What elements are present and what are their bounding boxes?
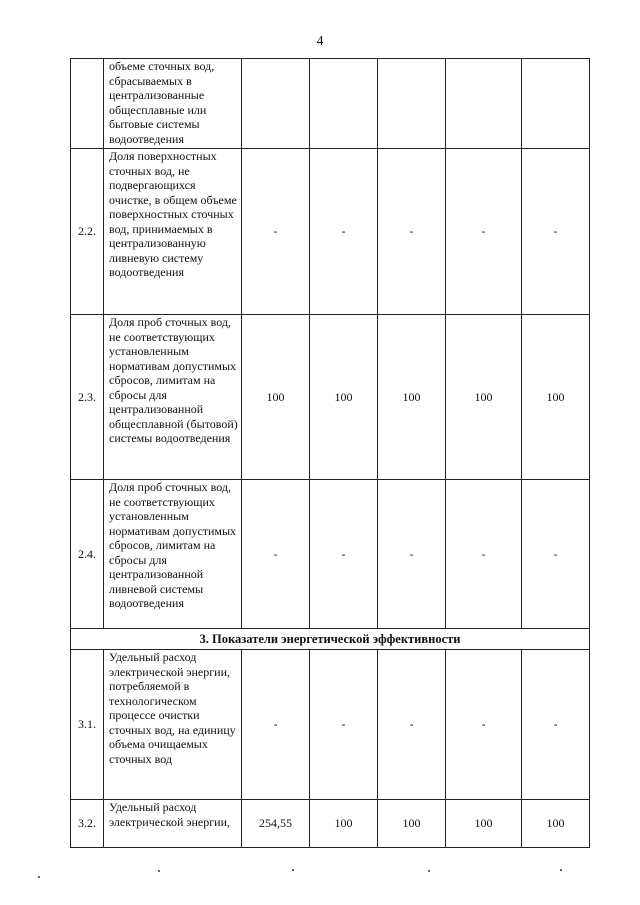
- value-cell: [378, 59, 446, 149]
- value-cell: 100: [446, 315, 522, 480]
- value-cell: -: [522, 650, 590, 800]
- value-cell: 100: [522, 800, 590, 848]
- table-row: [71, 800, 590, 848]
- section-header-row: [71, 629, 590, 650]
- value-cell: -: [446, 149, 522, 315]
- value-cell: -: [242, 650, 310, 800]
- value-cell: -: [522, 149, 590, 315]
- value-cell: [242, 59, 310, 149]
- row-number: 3.2.: [71, 800, 104, 848]
- value-cell: 100: [310, 800, 378, 848]
- row-description: Удельный расход электрической энергии,: [104, 800, 242, 848]
- row-description: объеме сточных вод, сбрасываемых в централизованные общесплавные или бытовые системы водоотведения: [104, 59, 242, 149]
- value-cell: -: [446, 650, 522, 800]
- value-cell: -: [378, 650, 446, 800]
- scan-speck: [38, 876, 40, 878]
- value-cell: 100: [446, 800, 522, 848]
- row-number: [71, 59, 104, 149]
- row-number: 2.3.: [71, 315, 104, 480]
- value-cell: 100: [310, 315, 378, 480]
- table-row: [71, 59, 590, 149]
- value-cell: 254,55: [242, 800, 310, 848]
- value-cell: 100: [242, 315, 310, 480]
- value-cell: -: [242, 480, 310, 629]
- table-row: [71, 149, 590, 315]
- scan-speck: [428, 870, 430, 872]
- row-description: Удельный расход электрической энергии, потребляемой в технологическом процессе очистки сточных вод, на единицу объема очищаемых сточных вод: [104, 650, 242, 800]
- table-row: [71, 480, 590, 629]
- row-description: Доля поверхностных сточных вод, не подвергающихся очистке, в общем объеме поверхностных сточных вод, принимаемых в централизованную ливневую систему водоотведения: [104, 149, 242, 315]
- table-row: [71, 650, 590, 800]
- value-cell: 100: [522, 315, 590, 480]
- value-cell: 100: [378, 800, 446, 848]
- value-cell: -: [522, 480, 590, 629]
- value-cell: 100: [378, 315, 446, 480]
- value-cell: [310, 59, 378, 149]
- value-cell: -: [242, 149, 310, 315]
- row-number: 2.2.: [71, 149, 104, 315]
- value-cell: [446, 59, 522, 149]
- value-cell: -: [310, 149, 378, 315]
- row-number: 2.4.: [71, 480, 104, 629]
- value-cell: -: [378, 149, 446, 315]
- row-number: 3.1.: [71, 650, 104, 800]
- value-cell: -: [378, 480, 446, 629]
- scan-speck: [560, 869, 562, 871]
- value-cell: [522, 59, 590, 149]
- row-description: Доля проб сточных вод, не соответствующих установленным нормативам допустимых сбросов, лимитам на сбросы для централизованной общесплавной (бытовой) системы водоотведения: [104, 315, 242, 480]
- scan-speck: [158, 870, 160, 872]
- value-cell: -: [446, 480, 522, 629]
- scan-speck: [292, 869, 294, 871]
- page-number: 4: [316, 34, 324, 49]
- section-title: 3. Показатели энергетической эффективности: [71, 629, 590, 650]
- table-row: [71, 315, 590, 480]
- value-cell: -: [310, 480, 378, 629]
- value-cell: -: [310, 650, 378, 800]
- row-description: Доля проб сточных вод, не соответствующих установленным нормативам допустимых сбросов, лимитам на сбросы для централизованной ливневой системы водоотведения: [104, 480, 242, 629]
- indicators-table: [70, 58, 590, 848]
